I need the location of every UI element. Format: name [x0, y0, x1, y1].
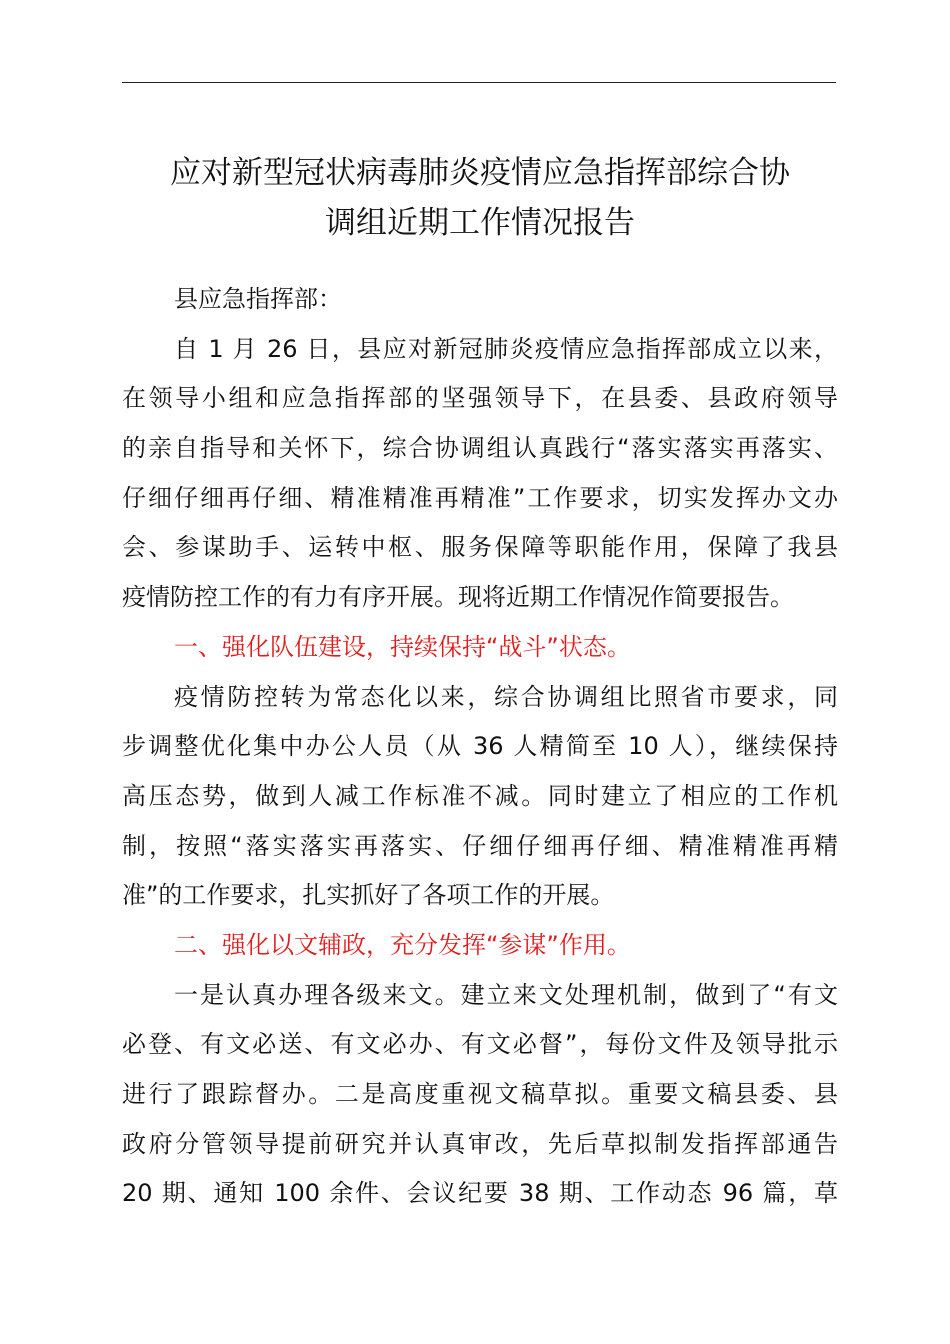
paragraph-docs — [122, 971, 838, 1219]
paragraph-line: 在领导小组和应急指挥部的坚强领导下，在县委、县政府领导 — [122, 384, 838, 413]
paragraph-team — [122, 673, 838, 921]
paragraph-line: 一是认真办理各级来文。建立来文处理机制，做到了“有文 — [174, 980, 838, 1009]
paragraph-intro — [122, 325, 838, 623]
document-body — [122, 275, 838, 1219]
paragraph-line: 20 期、通知 100 余件、会议纪要 38 期、工作动态 96 篇，草 — [122, 1179, 838, 1208]
title-line-2: 调组近期工作情况报告 — [325, 205, 635, 241]
header-rule — [122, 82, 836, 83]
paragraph-line: 自 1 月 26 日，县应对新冠肺炎疫情应急指挥部成立以来， — [174, 334, 838, 363]
title-line-1: 应对新型冠状病毒肺炎疫情应急指挥部综合协 — [170, 155, 790, 191]
paragraph-line: 步调整优化集中办公人员（从 36 人精简至 10 人），继续保持 — [122, 732, 838, 761]
section-heading-1: 一、强化队伍建设，持续保持“战斗”状态。 — [174, 632, 631, 661]
paragraph-line: 的亲自指导和关怀下，综合协调组认真践行“落实落实再落实、 — [122, 434, 838, 463]
paragraph-line: 政府分管领导提前研究并认真审改，先后草拟制发指挥部通告 — [122, 1129, 838, 1158]
paragraph-line: 高压态势，做到人减工作标准不减。同时建立了相应的工作机 — [122, 781, 838, 810]
paragraph-line: 进行了跟踪督办。二是高度重视文稿草拟。重要文稿县委、县 — [122, 1080, 838, 1108]
document-title — [110, 148, 850, 248]
paragraph-line: 会、参谋助手、运转中枢、服务保障等职能作用，保障了我县 — [122, 533, 838, 562]
salutation: 县应急指挥部： — [174, 285, 342, 313]
paragraph-line: 仔细仔细再仔细、精准精准再精准”工作要求，切实发挥办文办 — [122, 483, 838, 512]
paragraph-line: 必登、有文必送、有文必办、有文必督”，每份文件及领导批示 — [122, 1030, 838, 1059]
section-heading-2: 二、强化以文辅政，充分发挥“参谋”作用。 — [174, 930, 631, 959]
paragraph-line: 疫情防控工作的有力有序开展。现将近期工作情况作简要报告。 — [122, 583, 794, 612]
paragraph-line: 疫情防控转为常态化以来，综合协调组比照省市要求，同 — [174, 682, 838, 711]
paragraph-line: 准”的工作要求，扎实抓好了各项工作的开展。 — [122, 881, 615, 910]
paragraph-line: 制，按照“落实落实再落实、仔细仔细再仔细、精准精准再精 — [122, 831, 838, 860]
